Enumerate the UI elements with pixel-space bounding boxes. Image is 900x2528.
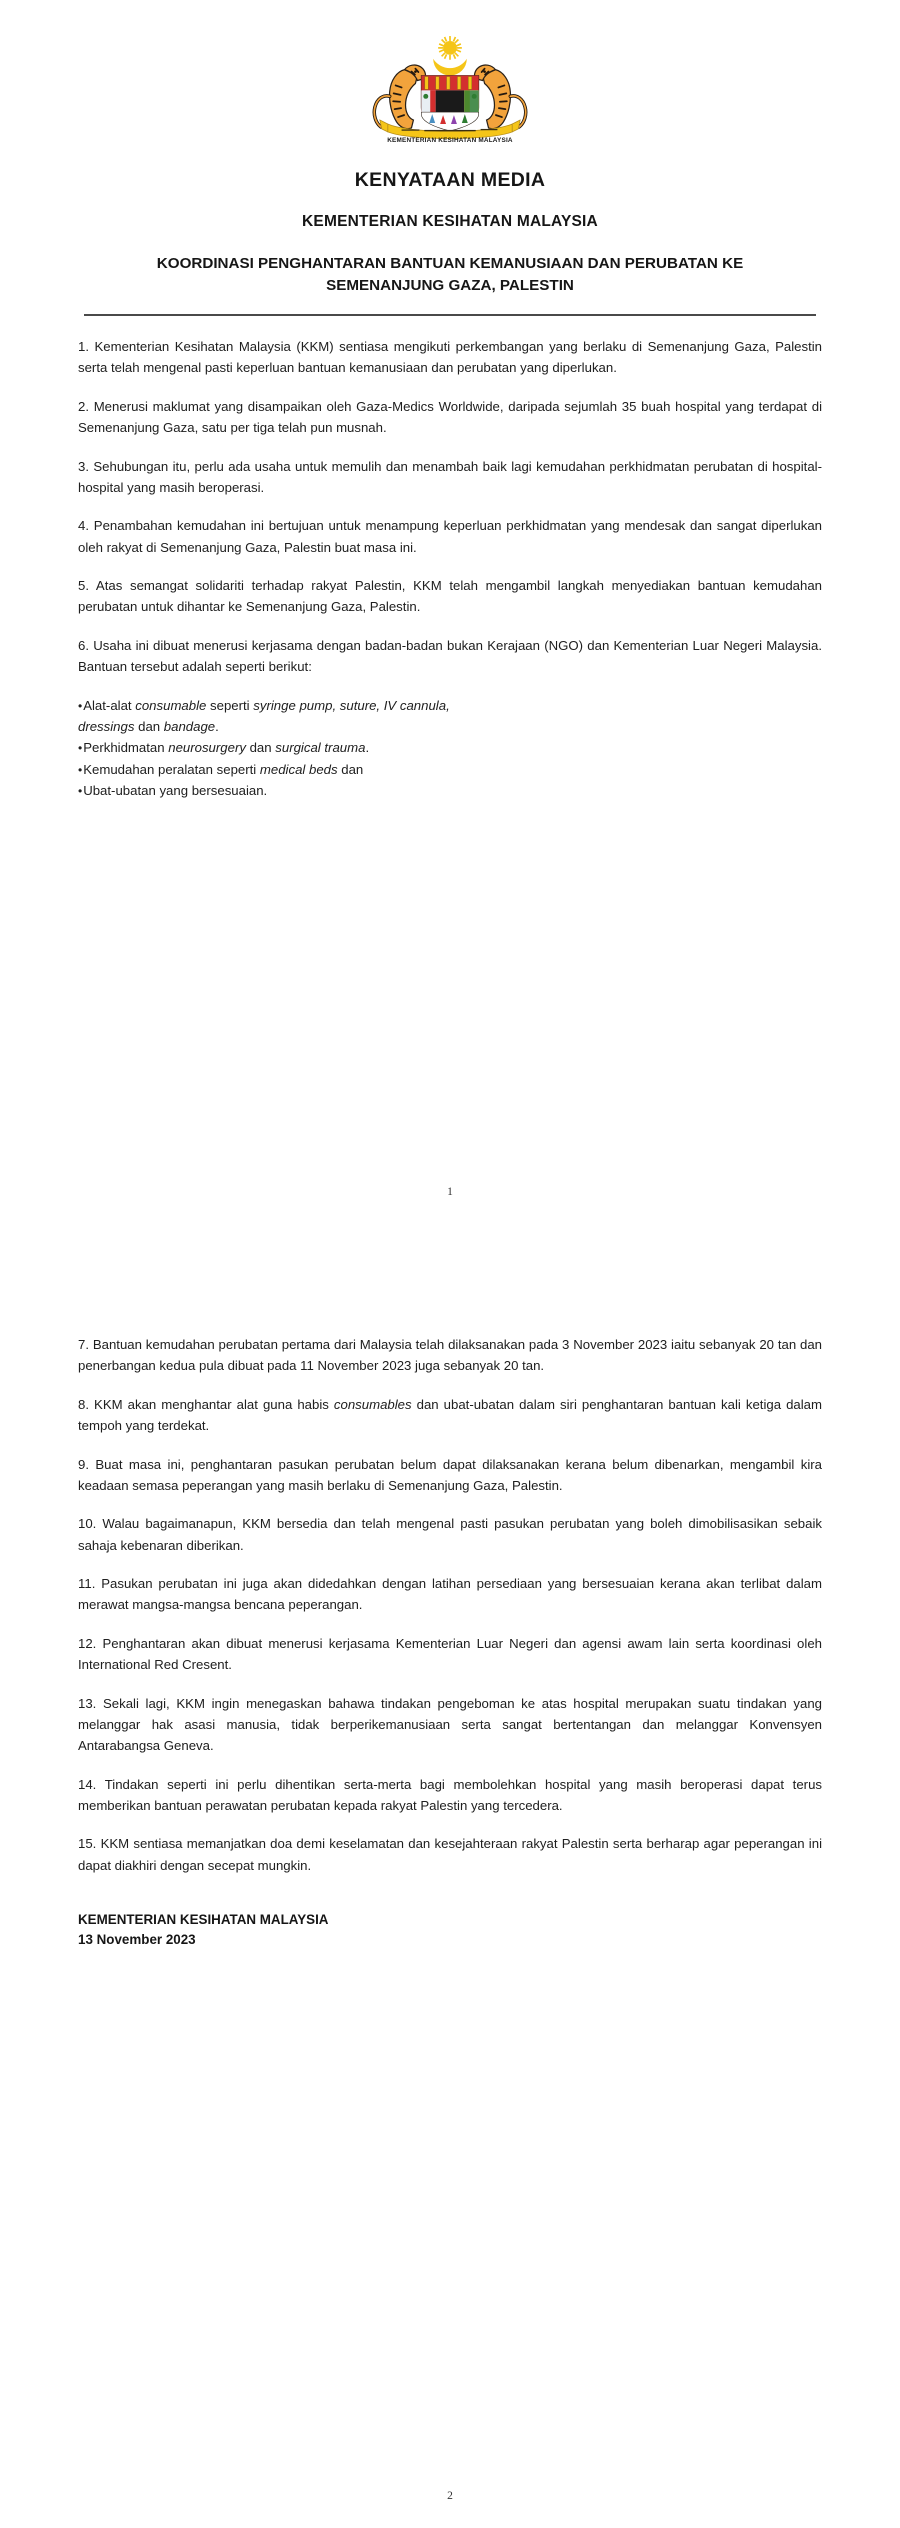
bullet-1-line2-suffix: . — [215, 719, 219, 734]
bullet-1-mid: seperti — [206, 697, 254, 713]
paragraph-6: 6. Usaha ini dibuat menerusi kerjasama dengan badan-badan bukan Kerajaan (NGO) dan Kementerian Luar Negeri Malaysia. Bantuan tersebut adalah seperti berikut: — [78, 637, 822, 675]
bullet-2-suffix: . — [365, 740, 370, 756]
signoff-block — [78, 1910, 822, 1949]
crest-caption: KEMENTERIAN KESIHATAN MALAYSIA — [387, 137, 513, 144]
paragraph-7: 7. Bantuan kemudahan perubatan pertama dari Malaysia telah dilaksanakan pada 3 November 2023 iaitu sebanyak 20 tan dan penerbangan kedua pula dibuat pada 11 November 2023 juga sebanyak 20 tan. — [78, 1337, 822, 1374]
paragraph-11: 11. Pasukan perubatan ini juga akan didedahkan dengan latihan persediaan yang bersesuaian kerana akan terlibat dalam merawat mangsa-mangsa bencana peperangan. — [78, 1576, 822, 1613]
list-item — [78, 737, 822, 758]
shield — [421, 76, 478, 131]
bullet-3-prefix: Kemudahan peralatan seperti — [83, 761, 260, 777]
bullet-2-italic-b: surgical trauma — [275, 740, 366, 756]
aid-items-list — [78, 695, 822, 802]
paragraph-12: 12. Penghantaran akan dibuat menerusi kerjasama Kementerian Luar Negeri dan agensi awam lain serta koordinasi oleh International Red Cresent. — [78, 1635, 822, 1673]
malaysia-coat-of-arms-icon — [366, 22, 534, 140]
bullet-2-mid: dan — [245, 740, 276, 756]
paragraph-13: 13. Sekali lagi, KKM ingin menegaskan bahawa tindakan pengeboman ke atas hospital merupakan suatu tindakan yang melanggar hak asasi manusia, tidak berperikemanusiaan serta sangat bertentangan dan melanggar Konvensyen Antarabangsa Geneva. — [78, 1695, 822, 1754]
bullet-1-italic-b: syringe pump, suture, IV cannula, — [253, 697, 450, 713]
bullet-4-text: Ubat-ubatan yang bersesuaian. — [83, 783, 268, 799]
paragraph-15: 15. KKM sentiasa memanjatkan doa demi keselamatan dan kesejahteraan rakyat Palestin serta berharap agar peperangan ini dapat diakhiri dengan secepat mungkin. — [78, 1836, 822, 1873]
bullet-1-prefix: Alat-alat — [83, 697, 136, 713]
page-1-body — [78, 316, 822, 802]
signoff-date: 13 November 2023 — [78, 1931, 196, 1947]
tiger-right — [474, 65, 525, 129]
paragraph-1: 1. Kementerian Kesihatan Malaysia (KKM) sentiasa mengikuti perkembangan yang berlaku di Semenanjung Gaza, Palestin serta telah mengenal pasti keperluan bantuan kemanusiaan dan perubatan yang diperlukan. — [78, 339, 822, 376]
bullet-1-line2-mid: dan — [134, 719, 164, 734]
bullet-2-prefix: Perkhidmatan — [83, 740, 169, 756]
bullet-1-line2-italic-b: bandage — [163, 719, 216, 734]
tiger-left — [374, 65, 425, 129]
statement-topic: KOORDINASI PENGHANTARAN BANTUAN KEMANUSIAAN DAN PERUBATAN KE SEMENANJUNG GAZA, PALESTIN — [156, 255, 744, 295]
paragraph-2: 2. Menerusi maklumat yang disampaikan oleh Gaza-Medics Worldwide, daripada sejumlah 35 buah hospital yang terdapat di Semenanjung Gaza, satu per tiga telah pun musnah. — [78, 398, 822, 436]
list-item — [78, 780, 822, 801]
crest-container — [78, 0, 822, 140]
list-item — [78, 695, 822, 738]
paragraph-8-suffix: dan ubat-ubatan dalam siri penghantaran bantuan kali ketiga dalam tempoh yang terdekat. — [78, 1396, 822, 1434]
paragraph-14: 14. Tindakan seperti ini perlu dihentikan serta-merta bagi membolehkan hospital yang masih beroperasi dapat terus memberikan bantuan perawatan perubatan kepada rakyat Palestin yang tercedera. — [78, 1776, 822, 1813]
list-item — [78, 759, 822, 780]
paragraph-3: 3. Sehubungan itu, perlu ada usaha untuk memulih dan menambah baik lagi kemudahan perkhidmatan perubatan di hospital-hospital yang masih beroperasi. — [78, 458, 822, 495]
paragraph-9: 9. Buat masa ini, penghantaran pasukan perubatan belum dapat dilaksanakan kerana belum dibenarkan, mengambil kira keadaan semasa peperangan yang masih berlaku di Semenanjung Gaza, Palestin. — [78, 1456, 822, 1493]
signoff-organisation: KEMENTERIAN KESIHATAN MALAYSIA — [78, 1912, 329, 1928]
page-2-body — [78, 1264, 822, 1949]
paragraph-4: 4. Penambahan kemudahan ini bertujuan untuk menampung keperluan perkhidmatan yang mendesak dan sangat diperlukan oleh rakyat di Semenanjung Gaza, Palestin buat masa ini. — [78, 518, 822, 555]
page-number-1: 1 — [447, 1186, 453, 1198]
paragraph-10: 10. Walau bagaimanapun, KKM bersedia dan telah mengenal pasti pasukan perubatan yang boleh dimobilisasikan sebaik sahaja kebenaran diberikan. — [78, 1516, 822, 1553]
paragraph-8 — [78, 1394, 822, 1437]
page-title: KENYATAAN MEDIA — [354, 169, 546, 191]
paragraph-8-prefix: 8. KKM akan menghantar alat guna habis — [78, 1396, 334, 1412]
bullet-3-suffix: dan — [337, 761, 364, 777]
bullet-2-italic-a: neurosurgery — [168, 740, 246, 756]
document-page-2 — [0, 1264, 900, 2528]
paragraph-8-italic: consumables — [333, 1396, 412, 1412]
paragraph-5: 5. Atas semangat solidariti terhadap rakyat Palestin, KKM telah mengambil langkah menyediakan bantuan kemudahan perubatan untuk dihantar ke Semenanjung Gaza, Palestin. — [78, 578, 822, 615]
page-number-2: 2 — [447, 2490, 453, 2502]
ministry-subtitle: KEMENTERIAN KESIHATAN MALAYSIA — [302, 213, 598, 230]
bullet-1-line2-italic-a: dressings — [78, 719, 135, 734]
bullet-1-italic-a: consumable — [135, 697, 207, 713]
bullet-3-italic-a: medical beds — [259, 761, 338, 777]
